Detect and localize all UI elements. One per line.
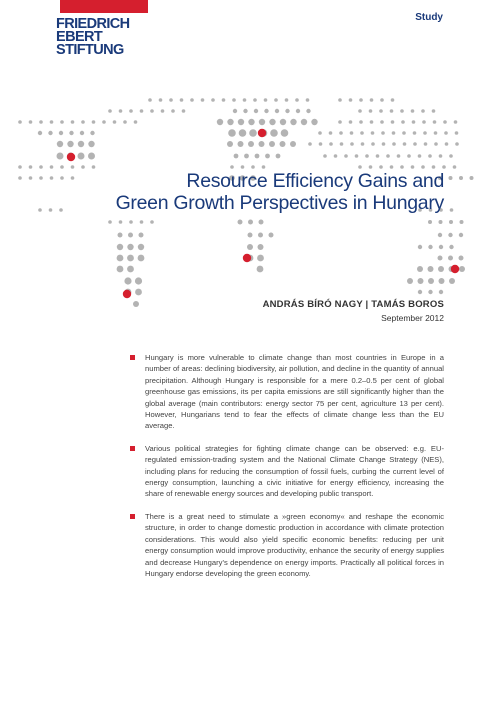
map-dot — [334, 154, 338, 158]
map-dot — [439, 154, 443, 158]
map-dot — [140, 220, 144, 224]
map-dot — [453, 165, 457, 169]
map-dot — [38, 208, 42, 212]
map-dot — [124, 277, 131, 284]
map-dot — [423, 131, 427, 135]
map-dot — [251, 165, 255, 169]
summary-item — [130, 511, 444, 579]
summary-text: There is a great need to stimulate a »green economy« and reshape the economic structure, in order to change domestic production in accordance with climate protection considerations. This would also yield specific economic benefits: reducing per unit energy consumption would improve productivity, enhance the security of energy supplies and decrease Hungary’s dependence on energy imports. Practically all political forces in Hungary endorse developing the green economy. — [145, 511, 444, 578]
map-dot — [455, 131, 459, 135]
map-dot — [359, 120, 363, 124]
map-dot — [227, 141, 233, 147]
map-dot — [379, 165, 383, 169]
map-dot — [442, 165, 446, 169]
map-dot — [418, 154, 422, 158]
map-dot — [391, 98, 395, 102]
map-dot — [39, 120, 43, 124]
map-dot — [117, 255, 124, 262]
map-dot — [459, 266, 465, 272]
map-dot — [434, 142, 438, 146]
map-dot — [361, 142, 365, 146]
map-dot — [433, 120, 437, 124]
map-dot — [280, 119, 286, 125]
map-dot — [180, 98, 184, 102]
map-dot — [39, 176, 43, 180]
map-dot — [201, 98, 205, 102]
map-dot — [264, 98, 268, 102]
map-dot — [390, 165, 394, 169]
map-dot — [127, 266, 134, 273]
map-dot — [451, 265, 459, 273]
map-dot — [290, 141, 296, 147]
map-dot — [318, 131, 322, 135]
map-dot — [171, 109, 175, 113]
map-dot — [169, 98, 173, 102]
map-dot — [290, 119, 296, 125]
map-dot — [258, 129, 266, 137]
map-dot — [379, 109, 383, 113]
map-dot — [421, 165, 425, 169]
map-dot — [428, 245, 432, 249]
map-dot — [222, 98, 226, 102]
map-dot — [102, 120, 106, 124]
title-line-2: Green Growth Perspectives in Hungary — [115, 192, 444, 214]
map-dot — [438, 256, 443, 261]
map-dot — [119, 109, 123, 113]
map-dot — [254, 109, 258, 113]
map-dot — [407, 154, 411, 158]
map-dot — [369, 109, 373, 113]
bullet-square-icon — [130, 355, 135, 360]
map-dot — [255, 154, 260, 159]
map-dot — [269, 233, 274, 238]
logo-line-2: EBERT — [56, 29, 103, 45]
map-dot — [161, 109, 165, 113]
map-dot — [424, 142, 428, 146]
map-dot — [29, 120, 33, 124]
map-dot — [248, 233, 253, 238]
map-dot — [238, 220, 243, 225]
map-dot — [117, 266, 124, 273]
map-dot — [438, 233, 442, 237]
map-dot — [67, 141, 73, 147]
summary-text: Various political strategies for fighting climate change can be observed: e.g. EU-regulated emission-trading system and the National Climate Change Strategy (NES), including plans for reducing the consumption of fossil fuels, curbing the current level of energy consumption, launching a civic initiative for energy efficiency, increasing the share of renewable energy sources and developing public transport. — [145, 443, 444, 499]
map-dot — [92, 165, 96, 169]
map-dot — [232, 98, 236, 102]
map-dot — [329, 142, 333, 146]
map-dot — [380, 98, 384, 102]
map-dot — [338, 98, 342, 102]
map-dot — [217, 119, 223, 125]
map-dot — [118, 233, 123, 238]
map-dot — [418, 278, 424, 284]
map-dot — [135, 277, 142, 284]
map-dot — [71, 165, 75, 169]
map-dot — [413, 142, 417, 146]
map-dot — [269, 119, 275, 125]
map-dot — [369, 165, 373, 169]
map-dot — [459, 256, 464, 261]
map-dot — [301, 119, 307, 125]
map-dot — [454, 120, 458, 124]
map-dot — [339, 131, 343, 135]
map-dot — [370, 98, 374, 102]
map-dot — [113, 120, 117, 124]
map-dot — [57, 153, 64, 160]
map-dot — [262, 165, 266, 169]
map-dot — [60, 120, 64, 124]
map-dot — [18, 165, 22, 169]
authors: ANDRÁS BÍRÓ NAGY | TAMÁS BOROS — [262, 299, 444, 310]
map-dot — [129, 220, 133, 224]
map-dot — [243, 109, 247, 113]
map-dot — [230, 165, 234, 169]
map-dot — [247, 244, 253, 250]
map-dot — [67, 153, 75, 161]
map-dot — [69, 131, 73, 135]
map-dot — [253, 98, 257, 102]
map-dot — [365, 154, 369, 158]
map-dot — [190, 98, 194, 102]
map-dot — [48, 131, 52, 135]
map-dot — [450, 208, 454, 212]
map-dot — [459, 176, 463, 180]
map-dot — [422, 120, 426, 124]
map-dot — [412, 120, 416, 124]
document-type-label: Study — [415, 12, 443, 23]
map-dot — [358, 109, 362, 113]
map-dot — [459, 233, 463, 237]
map-dot — [359, 98, 363, 102]
map-dot — [428, 220, 432, 224]
map-dot — [445, 142, 449, 146]
map-dot — [460, 220, 464, 224]
map-dot — [117, 244, 123, 250]
map-dot — [376, 154, 380, 158]
map-dot — [400, 165, 404, 169]
map-dot — [228, 129, 236, 137]
map-dot — [49, 208, 53, 212]
map-dot — [259, 220, 264, 225]
map-dot — [371, 142, 375, 146]
map-dot — [432, 109, 436, 113]
map-dot — [349, 120, 353, 124]
map-dot — [257, 255, 264, 262]
map-dot — [428, 290, 432, 294]
map-dot — [238, 119, 244, 125]
map-dot — [276, 154, 281, 159]
map-dot — [239, 129, 247, 137]
map-dot — [234, 154, 239, 159]
map-dot — [392, 142, 396, 146]
map-dot — [432, 165, 436, 169]
map-dot — [248, 220, 253, 225]
map-dot — [92, 120, 96, 124]
map-dot — [448, 256, 453, 261]
map-dot — [323, 154, 327, 158]
map-dot — [355, 154, 359, 158]
summary-text: Hungary is more vulnerable to climate change than most countries in Europe in a number of areas: declining biodiversity, air pollution, and decline in the quantity of annual precipitation. Although Hungary is responsible for a mere 0.2–0.5 per cent of global greenhouse gas emissions, its per capita emissions are still significantly higher than the global average (main contributors: energy sector 75 per cent, agriculture 13 per cent). However, Hungarians tend to fear the effects of climate change less than the EU average. — [145, 353, 444, 431]
map-dot — [308, 142, 312, 146]
map-dot — [123, 120, 127, 124]
map-dot — [428, 266, 434, 272]
summary-list — [130, 352, 444, 590]
map-dot — [241, 165, 245, 169]
map-dot — [397, 154, 401, 158]
map-dot — [349, 98, 353, 102]
map-dot — [238, 141, 244, 147]
map-dot — [382, 142, 386, 146]
map-dot — [140, 109, 144, 113]
map-dot — [129, 109, 133, 113]
map-dot — [257, 266, 264, 273]
map-dot — [402, 131, 406, 135]
map-dot — [281, 129, 289, 137]
map-dot — [81, 120, 85, 124]
map-dot — [119, 220, 123, 224]
summary-item — [130, 443, 444, 500]
map-dot — [248, 141, 254, 147]
map-dot — [59, 131, 63, 135]
publication-date: September 2012 — [381, 313, 444, 323]
map-dot — [50, 120, 54, 124]
map-dot — [350, 131, 354, 135]
map-dot — [258, 233, 263, 238]
map-dot — [439, 245, 443, 249]
map-dot — [306, 109, 310, 113]
map-dot — [135, 289, 142, 296]
map-dot — [306, 98, 310, 102]
map-dot — [360, 131, 364, 135]
map-dot — [428, 278, 434, 284]
map-dot — [449, 154, 453, 158]
map-dot — [108, 109, 112, 113]
map-dot — [371, 131, 375, 135]
map-dot — [60, 165, 64, 169]
map-dot — [285, 98, 289, 102]
map-dot — [418, 290, 422, 294]
document-title — [60, 170, 444, 214]
map-dot — [444, 131, 448, 135]
map-dot — [275, 109, 279, 113]
map-dot — [270, 129, 278, 137]
map-dot — [233, 109, 237, 113]
map-dot — [296, 109, 300, 113]
map-dot — [244, 154, 249, 159]
map-dot — [329, 131, 333, 135]
map-dot — [243, 254, 251, 262]
map-dot — [449, 176, 453, 180]
map-dot — [148, 98, 152, 102]
map-dot — [358, 165, 362, 169]
map-dot — [350, 142, 354, 146]
map-dot — [411, 109, 415, 113]
map-dot — [380, 120, 384, 124]
map-dot — [81, 165, 85, 169]
map-dot — [411, 165, 415, 169]
map-dot — [80, 131, 84, 135]
summary-item — [130, 352, 444, 432]
map-dot — [344, 154, 348, 158]
map-dot — [386, 154, 390, 158]
map-dot — [340, 142, 344, 146]
map-dot — [449, 278, 455, 284]
bullet-square-icon — [130, 514, 135, 519]
logo-line-3: STIFTUNG — [56, 42, 124, 58]
map-dot — [18, 176, 22, 180]
map-dot — [370, 120, 374, 124]
map-dot — [443, 120, 447, 124]
map-dot — [428, 154, 432, 158]
map-dot — [71, 120, 75, 124]
map-dot — [381, 131, 385, 135]
map-dot — [78, 141, 84, 147]
map-dot — [127, 244, 133, 250]
map-dot — [418, 245, 422, 249]
map-dot — [249, 129, 257, 137]
map-dot — [392, 131, 396, 135]
map-dot — [438, 266, 444, 272]
map-dot — [39, 165, 43, 169]
map-dot — [285, 109, 289, 113]
map-dot — [108, 220, 112, 224]
map-dot — [264, 109, 268, 113]
map-dot — [413, 131, 417, 135]
map-dot — [274, 98, 278, 102]
map-dot — [138, 244, 144, 250]
map-dot — [150, 220, 154, 224]
map-dot — [57, 141, 63, 147]
map-dot — [258, 244, 264, 250]
map-dot — [280, 141, 286, 147]
map-dot — [123, 290, 131, 298]
map-dot — [455, 142, 459, 146]
map-dot — [401, 120, 405, 124]
map-dot — [269, 141, 275, 147]
map-dot — [150, 109, 154, 113]
bullet-square-icon — [130, 446, 135, 451]
map-dot — [311, 119, 317, 125]
map-dot — [407, 278, 413, 284]
map-dot — [38, 131, 42, 135]
map-dot — [138, 255, 145, 262]
map-dot — [211, 98, 215, 102]
map-dot — [439, 290, 443, 294]
map-dot — [417, 266, 423, 272]
map-dot — [449, 245, 453, 249]
title-line-1: Resource Efficiency Gains and — [186, 170, 444, 192]
map-dot — [18, 120, 22, 124]
map-dot — [90, 131, 94, 135]
map-dot — [50, 165, 54, 169]
map-dot — [319, 142, 323, 146]
map-dot — [127, 255, 134, 262]
map-dot — [88, 141, 94, 147]
map-dot — [78, 153, 85, 160]
map-dot — [50, 176, 54, 180]
map-dot — [182, 109, 186, 113]
map-dot — [390, 109, 394, 113]
map-dot — [403, 142, 407, 146]
map-dot — [449, 220, 453, 224]
map-dot — [400, 109, 404, 113]
map-dot — [265, 154, 270, 159]
map-dot — [248, 119, 254, 125]
map-dot — [134, 120, 138, 124]
map-dot — [29, 176, 33, 180]
map-dot — [29, 165, 33, 169]
map-dot — [133, 301, 139, 307]
map-dot — [448, 233, 452, 237]
map-dot — [338, 120, 342, 124]
map-dot — [159, 98, 163, 102]
map-dot — [421, 109, 425, 113]
map-dot — [128, 233, 133, 238]
map-dot — [243, 98, 247, 102]
map-dot — [259, 141, 265, 147]
map-dot — [295, 98, 299, 102]
map-dot — [391, 120, 395, 124]
map-dot — [88, 153, 95, 160]
map-dot — [439, 220, 443, 224]
map-dot — [139, 233, 144, 238]
map-dot — [227, 119, 233, 125]
map-dot — [470, 176, 474, 180]
world-dot-map — [0, 0, 504, 330]
map-dot — [434, 131, 438, 135]
map-dot — [439, 278, 445, 284]
map-dot — [259, 119, 265, 125]
logo-line-1: FRIEDRICH — [56, 16, 130, 32]
